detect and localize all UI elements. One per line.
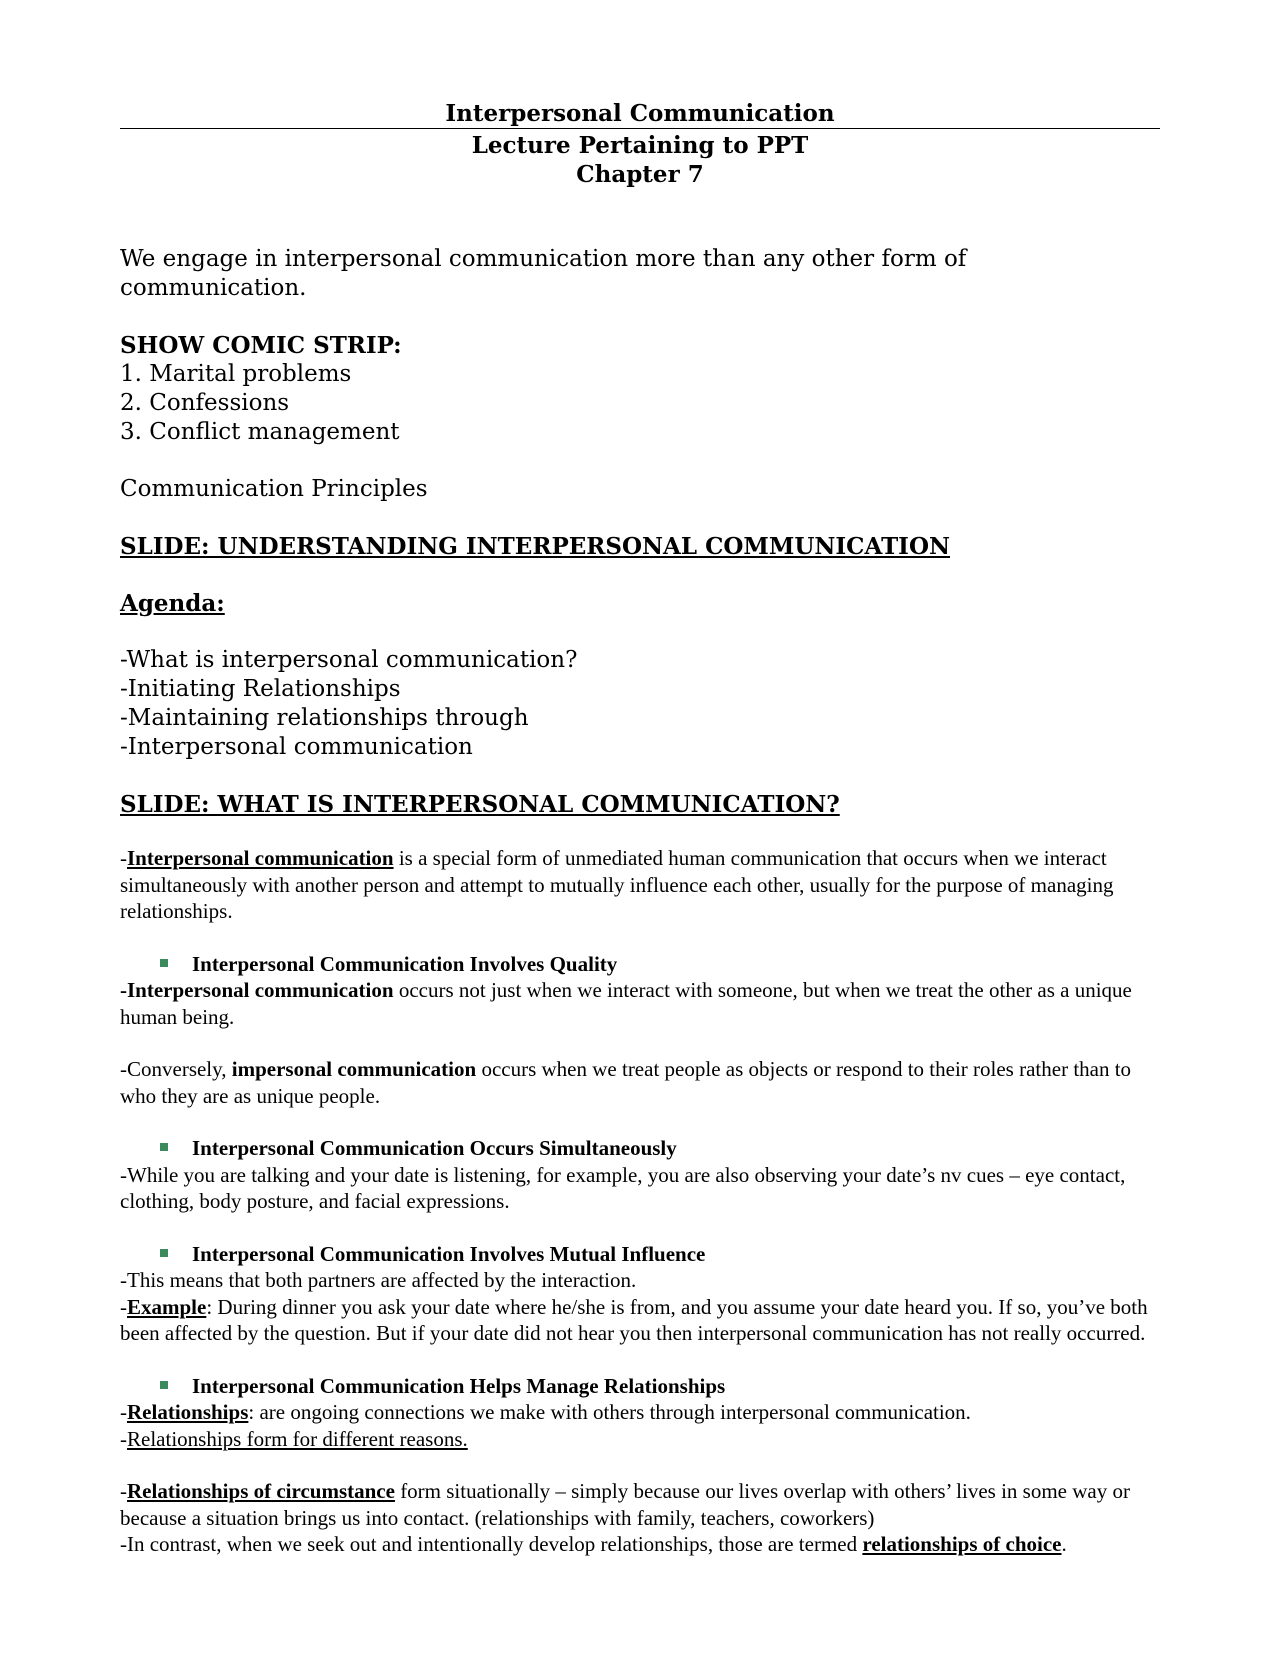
quality-paragraph-2: -Conversely, impersonal communication occurs when we treat people as objects or respond to their roles rather than to who they are as unique people.: [120, 1057, 1132, 1108]
bullet-quality: Interpersonal Communication Involves Quality: [120, 951, 1160, 978]
comic-heading: SHOW COMIC STRIP:: [120, 332, 402, 359]
slide-heading-understanding: SLIDE: UNDERSTANDING INTERPERSONAL COMMUNICATION: [120, 533, 950, 560]
intro-paragraph: We engage in interpersonal communication more than any other form of communication.: [120, 246, 967, 301]
agenda-label: Agenda:: [120, 590, 225, 617]
mutual-paragraph: -This means that both partners are affected by the interaction.: [120, 1268, 637, 1292]
slide-heading-what-is: SLIDE: WHAT IS INTERPERSONAL COMMUNICATION?: [120, 791, 840, 818]
example-paragraph: -Example: During dinner you ask your date where he/she is from, and you assume your date heard you. If so, you’ve both been affected by the question. But if your date did not hear you then interpersonal communication has not really occurred.: [120, 1294, 1148, 1345]
agenda-item: -Maintaining relationships through: [120, 705, 529, 731]
square-bullet-icon: [160, 1381, 168, 1389]
comic-item: 2. Confessions: [120, 390, 290, 416]
doc-chapter: Chapter 7: [576, 161, 704, 188]
term-interpersonal-communication: Interpersonal communication: [127, 846, 394, 870]
relationships-paragraph: -Relationships: are ongoing connections we make with others through interpersonal communication.: [120, 1400, 971, 1424]
bullet-simultaneous: Interpersonal Communication Occurs Simultaneously: [120, 1135, 1160, 1162]
square-bullet-icon: [160, 1143, 168, 1151]
comic-item: 3. Conflict management: [120, 419, 400, 445]
document-page: [120, 100, 1160, 1558]
doc-subtitle: Lecture Pertaining to PPT: [471, 132, 809, 159]
agenda-item: -What is interpersonal communication?: [120, 647, 578, 673]
square-bullet-icon: [160, 959, 168, 967]
comic-item: 1. Marital problems: [120, 361, 352, 387]
definition-paragraph: -Interpersonal communication is a special form of unmediated human communication that occurs when we interact simultaneously with another person and attempt to mutually influence each other, usually for the purpose of managing relationships.: [120, 846, 1114, 923]
quality-paragraph-1: -Interpersonal communication occurs not just when we interact with someone, but when we treat the other as a unique human being.: [120, 978, 1132, 1029]
principles-text: Communication Principles: [120, 476, 428, 502]
agenda-item: -Interpersonal communication: [120, 734, 473, 760]
doc-title: Interpersonal Communication: [120, 100, 1160, 129]
choice-paragraph: -In contrast, when we seek out and intentionally develop relationships, those are termed relationships of choice.: [120, 1532, 1067, 1556]
simultaneous-paragraph: -While you are talking and your date is listening, for example, you are also observing your date’s nv cues – eye contact, clothing, body posture, and facial expressions.: [120, 1162, 1126, 1213]
bullet-mutual-influence: Interpersonal Communication Involves Mutual Influence: [120, 1241, 1160, 1268]
bullet-manage-relationships: Interpersonal Communication Helps Manage Relationships: [120, 1373, 1160, 1400]
circumstance-paragraph: -Relationships of circumstance form situationally – simply because our lives overlap with others’ lives in some way or because a situation brings us into contact. (relationships with family, teachers, coworkers): [120, 1479, 1130, 1530]
reasons-paragraph: -Relationships form for different reasons.: [120, 1426, 468, 1451]
square-bullet-icon: [160, 1249, 168, 1257]
agenda-item: -Initiating Relationships: [120, 676, 401, 702]
